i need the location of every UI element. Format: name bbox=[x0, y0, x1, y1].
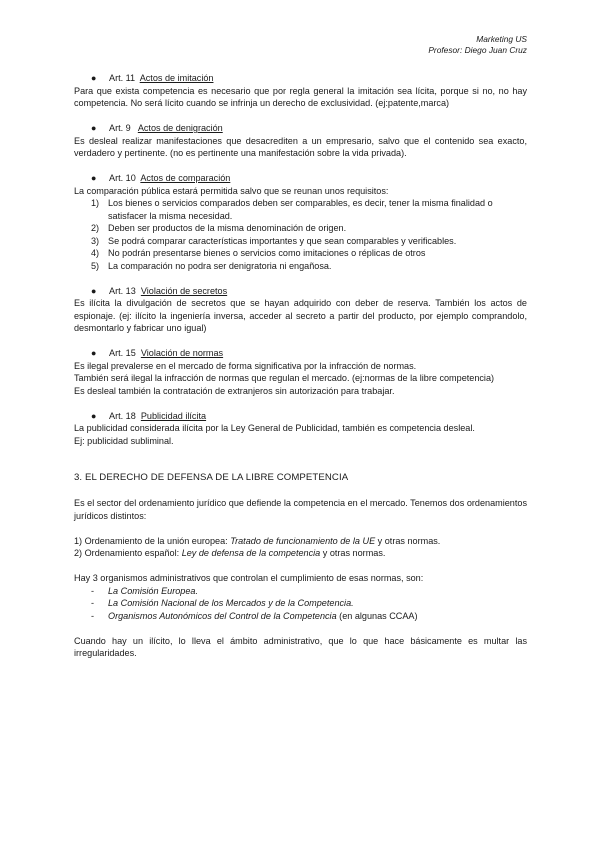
list-item: 1) Los bienes o servicios comparados deben ser comparables, es decir, tener la misma finalidad o satisfacer la misma necesidad. bbox=[91, 198, 493, 221]
article-normas bbox=[74, 347, 527, 397]
article-number: Art. 10 bbox=[109, 173, 136, 183]
list-item: 4) No podrán presentarse bienes o servicios como imitaciones o réplicas de otros bbox=[91, 248, 426, 258]
article-title: Violación de secretos bbox=[140, 285, 228, 296]
list-item: - La Comisión Europea. bbox=[91, 585, 198, 596]
article-number: Art. 9 bbox=[109, 123, 131, 133]
bullet-icon: ● bbox=[91, 73, 97, 83]
requirements-list bbox=[74, 197, 527, 272]
document-body bbox=[74, 72, 527, 660]
article-imitacion bbox=[74, 72, 527, 110]
article-paragraph: También será ilegal la infracción de normas que regulan el mercado. (ej:normas de la libre competencia) bbox=[74, 373, 495, 383]
article-paragraph: Es desleal también la contratación de extranjeros sin autorización para trabajar. bbox=[74, 385, 395, 396]
closing-paragraph: Cuando hay un ilícito, lo lleva el ámbito administrativo, que lo que hace básicamente es multar las irregularidades. bbox=[74, 635, 527, 658]
article-number: Art. 15 bbox=[109, 348, 136, 358]
course-name: Marketing US bbox=[476, 34, 527, 44]
organisms-list bbox=[74, 585, 527, 623]
bullet-icon: ● bbox=[91, 173, 97, 183]
professor-name: Profesor: Diego Juan Cruz bbox=[428, 45, 527, 55]
article-secretos bbox=[74, 285, 527, 335]
article-number: Art. 13 bbox=[109, 285, 136, 296]
article-heading bbox=[91, 122, 527, 135]
article-paragraph: La publicidad considerada ilícita por la Ley General de Publicidad, también es competencia desleal. bbox=[74, 423, 475, 433]
article-paragraph: Ej: publicidad subliminal. bbox=[74, 435, 174, 446]
article-intro: La comparación pública estará permitida salvo que se reunan unos requisitos: bbox=[74, 185, 389, 196]
list-item: 3) Se podrá comparar características importantes y que sean comparables y verificables. bbox=[91, 235, 457, 246]
article-paragraph: Es ilegal prevalerse en el mercado de forma significativa por la infracción de normas. bbox=[74, 360, 417, 371]
article-heading bbox=[91, 72, 527, 85]
ordenamiento-ue: 1) Ordenamiento de la unión europea: Tratado de funcionamiento de la UE y otras normas. bbox=[74, 535, 441, 546]
article-title: Violación de normas bbox=[140, 348, 224, 358]
article-paragraph: Es desleal realizar manifestaciones que desacrediten a un empresario, salvo que el contenido sea exacto, verdadero y pertinente. (no es pertinente una manifestación sobre la vida privada). bbox=[74, 135, 527, 158]
article-heading bbox=[91, 347, 527, 360]
bullet-icon: ● bbox=[91, 285, 97, 296]
bullet-icon: ● bbox=[91, 123, 97, 133]
page-header bbox=[428, 34, 527, 56]
bullet-icon: ● bbox=[91, 410, 97, 421]
article-title: Actos de denigración bbox=[137, 123, 223, 133]
article-comparacion bbox=[74, 172, 527, 272]
organisms-intro: Hay 3 organismos administrativos que controlan el cumplimiento de esas normas, son: bbox=[74, 573, 424, 583]
article-heading bbox=[91, 172, 527, 185]
article-publicidad bbox=[74, 410, 527, 448]
article-heading bbox=[91, 285, 527, 298]
bullet-icon: ● bbox=[91, 348, 97, 358]
list-item: - La Comisión Nacional de los Mercados y de la Competencia. bbox=[91, 598, 354, 608]
section-title: 3. EL DERECHO DE DEFENSA DE LA LIBRE COMPETENCIA bbox=[74, 472, 349, 483]
list-item: 2) Deben ser productos de la misma denominación de origen. bbox=[91, 223, 347, 233]
article-heading bbox=[91, 410, 527, 423]
section-intro: Es el sector del ordenamiento jurídico que defiende la competencia en el mercado. Tenemos dos ordenamientos jurídicos distintos: bbox=[74, 498, 527, 521]
article-title: Publicidad ilícita bbox=[140, 410, 207, 421]
ordenamiento-espanol: 2) Ordenamiento español: Ley de defensa de la competencia y otras normas. bbox=[74, 548, 386, 558]
article-paragraph: Para que exista competencia es necesario que por regla general la imitación sea lícita, porque si no, no hay competencia. No será lícito cuando se infrinja un derecho de exclusividad. (ej:patente,marca) bbox=[74, 85, 527, 108]
article-title: Actos de comparación bbox=[140, 173, 231, 183]
article-title: Actos de imitación bbox=[139, 73, 214, 83]
article-denigracion bbox=[74, 122, 527, 160]
article-number: Art. 11 bbox=[109, 73, 136, 83]
list-item: - Organismos Autonómicos del Control de la Competencia (en algunas CCAA) bbox=[91, 610, 418, 621]
article-paragraph: Es ilícita la divulgación de secretos que se hayan adquirido con deber de reserva. También los actos de espionaje. (ej: ilícito la ingeniería inversa, acceder al secreto a partir del producto, por ejemplo comprandolo, desmontarlo y fabricar uno igual) bbox=[74, 298, 527, 333]
article-number: Art. 18 bbox=[109, 410, 136, 421]
list-item: 5) La comparación no podra ser denigratoria ni engañosa. bbox=[91, 260, 332, 271]
